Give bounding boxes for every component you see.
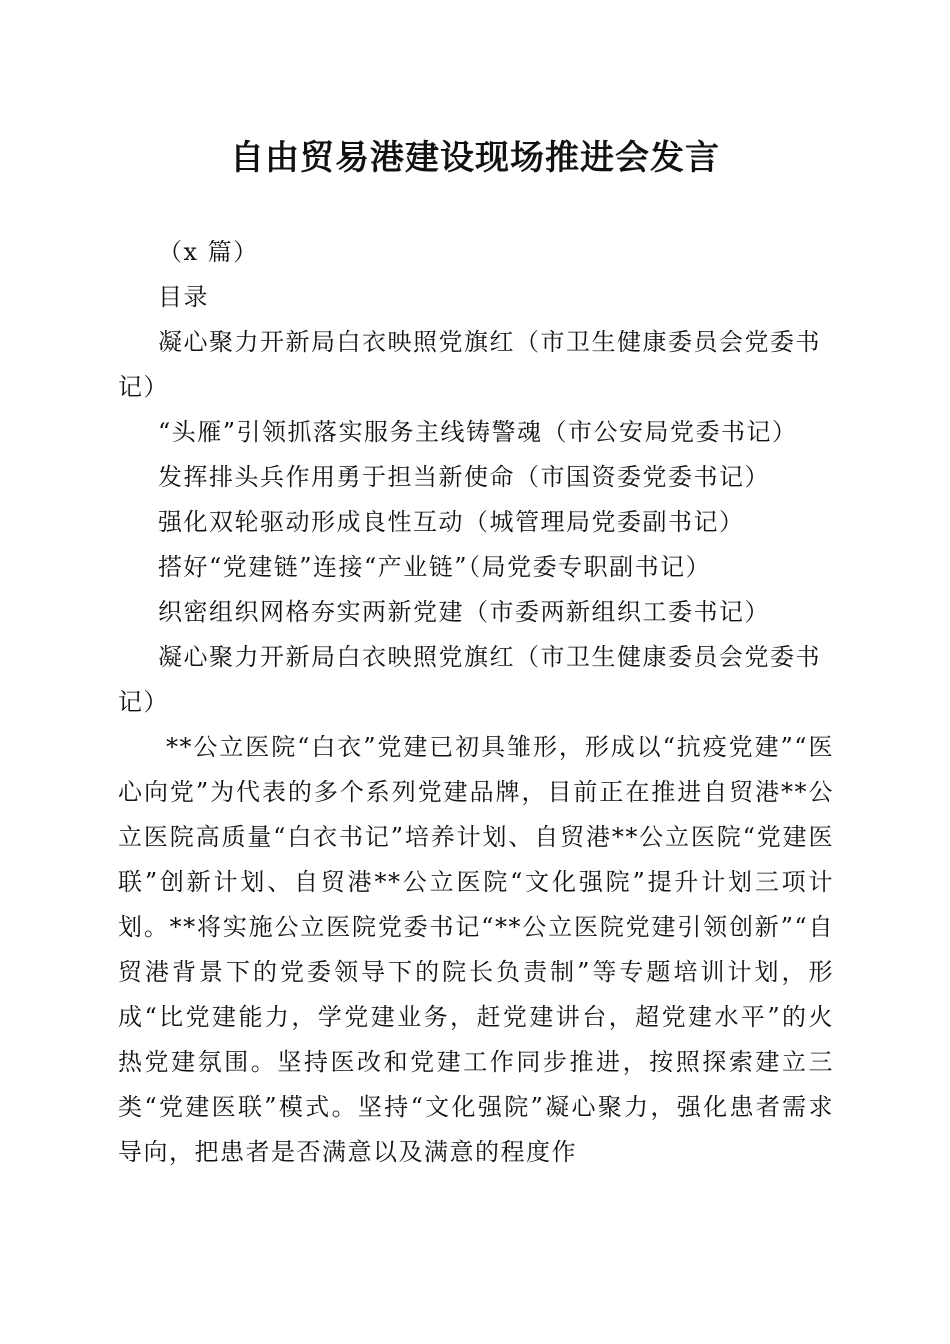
- toc-item: 搭好“党建链”连接“产业链”（局党委专职副书记）: [158, 553, 712, 581]
- toc-heading: 目录: [158, 283, 209, 311]
- toc-item: 强化双轮驱动形成良性互动（城管理局党委副书记）: [158, 508, 745, 536]
- body-paragraph: **公立医院“白衣”党建已初具雏形，形成以“抗疫党建”“医心向党”为代表的多个系列党建品牌，目前正在推进自贸港**公立医院高质量“白衣书记”培养计划、自贸港**公立医院“党建医联”创新计划、自贸港**公立医院“文化强院”提升计划三项计划。**将实施公立医院党委书记“**公立医院党建引领创新”“自贸港背景下的党委领导下的院长负责制”等专题培训计划，形成“比党建能力，学党建业务，赶党建讲台，超党建水平”的火热党建氛围。坚持医改和党建工作同步推进，按照探索建立三类“党建医联”模式。坚持“文化强院”凝心聚力，强化患者需求导向，把患者是否满意以及满意的程度作: [118, 733, 834, 1166]
- toc-item: 发挥排头兵作用勇于担当新使命（市国资委党委书记）: [158, 463, 770, 491]
- document-title: 自由贸易港建设现场推进会发言: [230, 138, 720, 178]
- section-heading: 凝心聚力开新局白衣映照党旗红（市卫生健康委员会党委书记）: [118, 643, 821, 716]
- toc-item: “头雁”引领抓落实服务主线铸警魂（市公安局党委书记）: [158, 418, 798, 446]
- toc-item: 凝心聚力开新局白衣映照党旗红（市卫生健康委员会党委书记）: [118, 328, 821, 401]
- document-body: [118, 230, 834, 1175]
- count-note: （x 篇）: [158, 238, 259, 266]
- toc-item: 织密组织网格夯实两新党建（市委两新组织工委书记）: [158, 598, 770, 626]
